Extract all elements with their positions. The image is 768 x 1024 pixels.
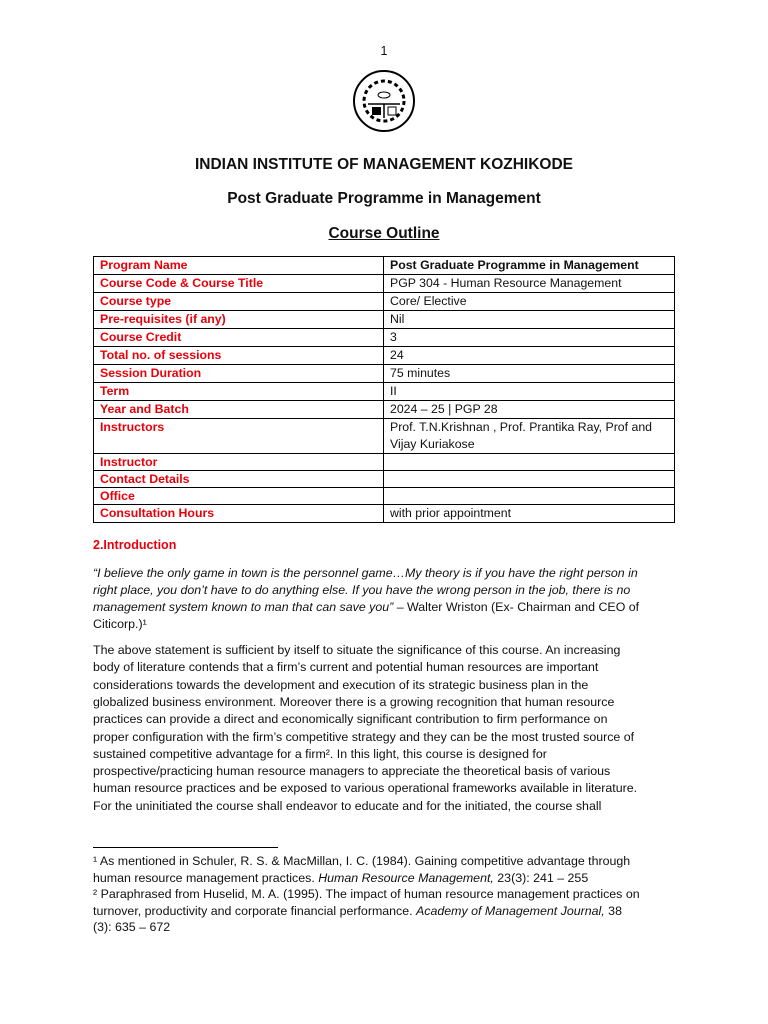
paragraph-line: proper configuration with the firm’s competitive strategy and they can be the most trusted source of [93,729,635,744]
footnote-text: 38 [604,904,622,918]
table-row [94,311,675,329]
field-value: 24 [384,347,675,365]
footnote-2: ² Paraphrased from Huselid, M. A. (1995). The impact of human resource management practices on [93,887,640,901]
table-row [94,419,675,454]
paragraph-line: prospective/practicing human resource managers to appreciate the theoretical basis of various [93,764,611,779]
footnote-2-cont: (3): 635 – 672 [93,920,171,934]
paragraph-line: The above statement is sufficient by itself to situate the significance of this course. An increasing [93,643,621,657]
field-label: Instructor [94,454,384,471]
footnote-2-cont [93,904,622,918]
field-label: Course Credit [94,329,384,347]
quote-line: “I believe the only game in town is the personnel game…My theory is if you have the right person in [93,566,638,580]
programme-title: Post Graduate Programme in Management [227,190,541,207]
field-value: 75 minutes [384,365,675,383]
footnote-text: human resource management practices. [93,871,319,885]
field-label: Course type [94,293,384,311]
quote-line [93,599,639,616]
paragraph-line: For the uninitiated the course shall endeavor to educate and for the initiated, the course shall [93,798,602,813]
table-row [94,275,675,293]
field-value: Nil [384,311,675,329]
field-value: Core/ Elective [384,293,675,311]
paragraph-line: practices can provide a direct and economically significant contribution to firm performance on [93,712,608,727]
quote-line: right place, you don’t have to do anything else. If you have the wrong person in the job, there is no [93,583,631,597]
quote-attribution: Citicorp.)¹ [93,617,147,631]
field-label: Contact Details [94,471,384,488]
table-row [94,329,675,347]
course-details-table [93,256,675,523]
field-label: Total no. of sessions [94,347,384,365]
field-value [384,454,675,471]
field-value: PGP 304 - Human Resource Management [384,275,675,293]
field-label: Consultation Hours [94,505,384,523]
paragraph-line: globalized business environment. Moreover there is a growing recognition that human resource [93,694,615,709]
field-label: Program Name [94,257,384,275]
footnote-1-cont [93,871,588,885]
footnote-text: turnover, productivity and corporate financial performance. [93,904,417,918]
field-value: 2024 – 25 | PGP 28 [384,401,675,419]
table-row [94,401,675,419]
table-row [94,454,675,471]
table-row [94,471,675,488]
table-row [94,257,675,275]
table-row [94,293,675,311]
footnote-text: 23(3): 241 – 255 [493,871,589,885]
quote-attribution: – Walter Wriston (Ex- Chairman and CEO of [393,600,640,614]
field-value: Post Graduate Programme in Management [384,257,675,275]
introduction-heading: 2.Introduction [93,538,177,552]
field-label: Pre-requisites (if any) [94,311,384,329]
field-label: Year and Batch [94,401,384,419]
paragraph-line: considerations towards the development and execution of its strategic business plan in the [93,677,589,692]
course-outline-heading: Course Outline [328,225,440,242]
footnote-separator [93,847,278,848]
institute-title: INDIAN INSTITUTE OF MANAGEMENT KOZHIKODE [194,156,574,173]
field-value [384,488,675,505]
field-value: Prof. T.N.Krishnan , Prof. Prantika Ray, Prof and Vijay Kuriakose [384,419,675,454]
paragraph-line: body of literature contends that a firm’s current and potential human resources are important [93,660,599,675]
field-value: II [384,383,675,401]
table-row [94,488,675,505]
table-row [94,505,675,523]
field-label: Office [94,488,384,505]
table-row [94,347,675,365]
field-label: Course Code & Course Title [94,275,384,293]
table-row [94,365,675,383]
field-label: Instructors [94,419,384,454]
footnote-1: ¹ As mentioned in Schuler, R. S. & MacMillan, I. C. (1984). Gaining competitive advantage through [93,854,631,868]
page-number: 1 [380,44,388,58]
field-value: 3 [384,329,675,347]
paragraph-line: human resource practices and be exposed to various operational frameworks available in literature. [93,781,638,796]
quote-text: management system known to man that can save you” [93,600,394,614]
table-row [94,383,675,401]
field-label: Session Duration [94,365,384,383]
institute-logo-icon [351,68,417,134]
field-label: Term [94,383,384,401]
journal-name: Human Resource Management, [318,871,494,885]
journal-name: Academy of Management Journal, [416,904,605,918]
paragraph-line: sustained competitive advantage for a firm². In this light, this course is designed for [93,746,547,761]
field-value [384,471,675,488]
field-value: with prior appointment [384,505,675,523]
